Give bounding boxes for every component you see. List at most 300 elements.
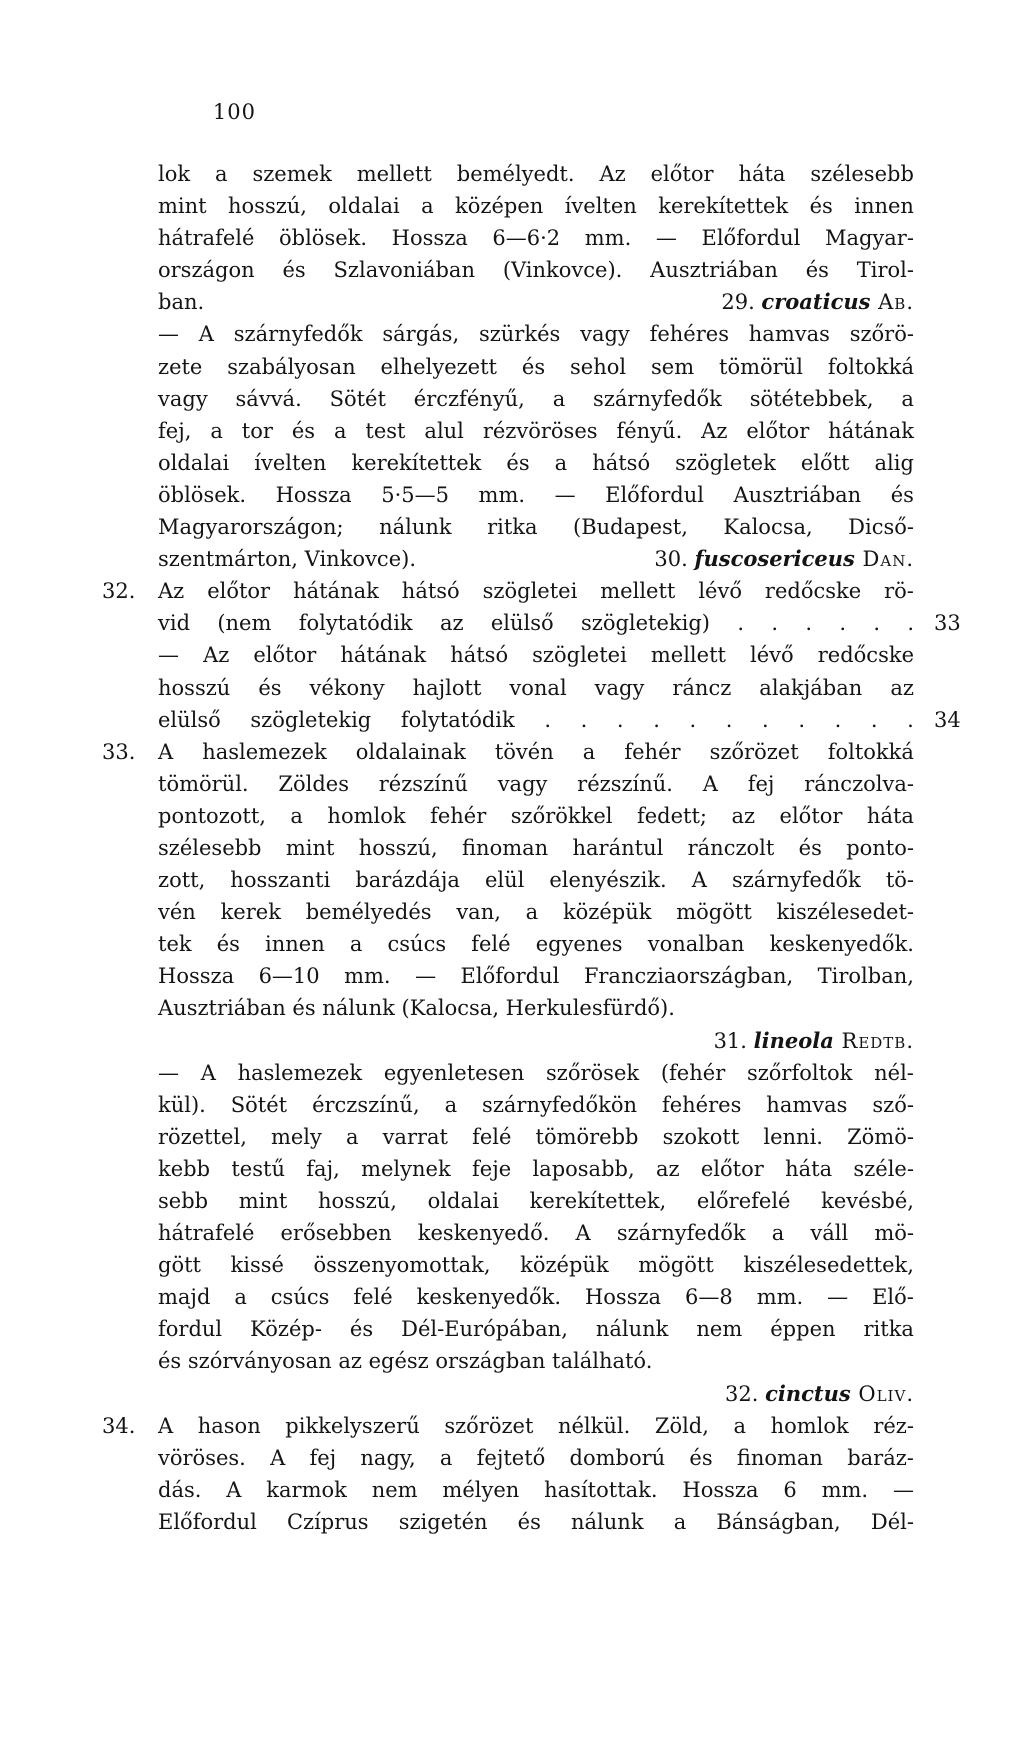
word: kiszélesedettek, — [743, 1253, 914, 1278]
word: Hossza — [584, 1285, 662, 1310]
word: elülső — [158, 707, 221, 732]
species-number: 30. — [654, 547, 695, 572]
word: kerekítettek, — [529, 1189, 667, 1213]
word: fényű. — [616, 418, 683, 443]
word: innen — [265, 932, 325, 957]
word: középen — [455, 194, 544, 219]
word: hátsó — [450, 643, 509, 668]
word: hosszú — [158, 675, 231, 700]
word: egyenes — [535, 932, 623, 957]
word: kiszélesedet- — [776, 900, 914, 925]
word: sehol — [570, 354, 627, 379]
word: ránczolt — [687, 835, 775, 860]
text-line — [158, 864, 914, 896]
word: szürkés — [478, 322, 561, 347]
word: hasítottak. — [544, 1477, 658, 1502]
word: pontozott, — [158, 803, 266, 828]
text-line — [158, 447, 914, 479]
word: rö- — [884, 579, 914, 604]
word: rézszínű. — [577, 771, 673, 796]
word: lévő — [750, 643, 794, 668]
word: szőrö- — [849, 322, 914, 347]
word: szigetén — [398, 1509, 488, 1534]
word: szárnyfedők — [731, 868, 861, 893]
word: és — [517, 1509, 541, 1534]
word: . — [907, 611, 914, 636]
word: tömörül — [719, 354, 803, 379]
word: tek — [158, 932, 192, 957]
word: szögletek — [675, 450, 776, 475]
text-line — [158, 607, 961, 639]
word: Dicső- — [848, 515, 914, 540]
word: . — [907, 707, 914, 732]
word: zott, — [158, 868, 206, 893]
text-line — [158, 222, 914, 254]
word: van, — [456, 900, 501, 925]
word: kerekítettek — [351, 450, 482, 475]
word: elül — [484, 868, 525, 893]
species-heading-line — [158, 1378, 914, 1410]
word: oldalai — [158, 450, 230, 475]
text-line — [158, 960, 914, 992]
word: tö- — [885, 868, 914, 893]
word: éppen — [770, 1317, 836, 1342]
word: . — [798, 707, 805, 732]
text-line — [158, 1217, 914, 1249]
word: nél- — [874, 1060, 914, 1085]
word: hátának — [293, 579, 379, 604]
word: sebb — [158, 1189, 209, 1213]
word: előtor — [253, 643, 317, 668]
word: vagy — [497, 771, 548, 796]
word: vid — [158, 611, 191, 636]
word: fejtető — [476, 1445, 546, 1470]
word: mm. — [584, 226, 632, 251]
word: alig — [874, 450, 914, 475]
word: A — [200, 1060, 216, 1085]
word: 6—8 — [685, 1285, 733, 1310]
word: Hossza — [682, 1477, 759, 1502]
word: melynek — [361, 1156, 451, 1181]
word: szélesebb — [810, 162, 914, 186]
word: tor — [241, 418, 273, 443]
species-heading — [721, 286, 914, 318]
word: alul — [424, 418, 464, 443]
word: rözettel, — [158, 1124, 247, 1149]
word: — — [827, 1285, 849, 1310]
text-line — [158, 1345, 914, 1377]
word: hosszú, — [358, 835, 438, 860]
word: mm. — [344, 964, 391, 989]
word: — — [158, 322, 179, 347]
species-heading-line — [158, 1025, 914, 1057]
word: . — [725, 707, 733, 732]
word: Ausztriában — [733, 482, 862, 507]
text-line — [158, 1313, 914, 1345]
word: Zöldes — [278, 771, 349, 796]
word: A — [702, 771, 718, 796]
word: varrat — [382, 1124, 448, 1149]
word: lok — [158, 162, 191, 186]
word: fordul — [158, 1317, 223, 1342]
word: és — [258, 675, 282, 700]
word: Tirolban, — [817, 964, 914, 989]
word: . — [771, 611, 778, 636]
word: széle- — [853, 1156, 914, 1181]
text-line — [158, 511, 914, 543]
word: . — [870, 707, 878, 732]
word: Ausztriában — [650, 258, 778, 283]
word: a — [439, 1445, 453, 1470]
word: előtor — [650, 162, 714, 186]
word: szőrösek — [546, 1060, 640, 1085]
word: keskenyedők. — [416, 1285, 562, 1310]
word: háta — [738, 162, 786, 186]
word: hamvas — [766, 1092, 848, 1117]
species-number: 32. — [725, 1381, 766, 1406]
word: elülső — [490, 611, 554, 636]
text-line — [158, 896, 914, 928]
word: Dél-Európában, — [401, 1317, 568, 1342]
word: mint — [285, 835, 335, 860]
word: Bánságban, — [716, 1509, 841, 1534]
word: középük — [520, 1253, 609, 1278]
word: hosszú, — [228, 194, 307, 219]
word: fehér — [624, 739, 681, 764]
word: mö- — [874, 1221, 914, 1246]
word: kerekítettek — [658, 194, 789, 219]
word: harántul — [572, 835, 664, 860]
word: hajlott — [412, 675, 482, 700]
word: mm. — [478, 482, 526, 507]
word: folytatódik — [298, 611, 413, 636]
word: hason — [197, 1413, 261, 1438]
word: réz- — [873, 1413, 914, 1438]
text-line — [158, 190, 914, 222]
word: és — [506, 450, 530, 475]
word: az — [731, 803, 756, 828]
word: a — [444, 1092, 458, 1117]
word: hátának — [340, 643, 427, 668]
species-name: cinctus — [765, 1380, 851, 1406]
word: öblösek. — [158, 482, 247, 507]
word: és — [798, 835, 822, 860]
word: és — [809, 194, 833, 219]
word: . — [737, 611, 744, 636]
word: Közép- — [250, 1317, 322, 1342]
text-block — [102, 158, 961, 1538]
word: elenyészik. — [549, 868, 667, 893]
word: ritka — [863, 1317, 914, 1342]
word: Az — [701, 418, 728, 443]
text-line — [158, 254, 914, 286]
word: . — [653, 707, 660, 732]
word: fej — [309, 1445, 337, 1470]
word: dás. — [158, 1477, 202, 1502]
word: . — [805, 611, 812, 636]
word: karmok — [266, 1477, 347, 1502]
word: A — [158, 739, 174, 764]
word: a — [552, 386, 566, 411]
word: a — [234, 1285, 247, 1310]
word: zete — [158, 354, 203, 379]
word: lévő — [698, 579, 742, 604]
text-line — [158, 1281, 914, 1313]
word: ívelten — [564, 194, 637, 219]
word: Szlavoniában — [333, 258, 475, 283]
word: hátsó — [401, 579, 460, 604]
word: felé — [471, 932, 511, 957]
word: Elő- — [872, 1285, 914, 1310]
word: — — [158, 1060, 179, 1085]
text-line — [158, 928, 914, 960]
word: . — [834, 707, 842, 732]
word: mellett — [650, 643, 726, 668]
word: Zöld, — [654, 1413, 709, 1438]
word: mellett — [600, 579, 676, 604]
word: a — [290, 803, 303, 828]
word: keskenyedő. — [417, 1221, 550, 1246]
word: Hossza — [391, 226, 468, 251]
word: ránczolva- — [804, 771, 914, 796]
text-line — [158, 383, 914, 415]
species-number: 29. — [721, 290, 762, 315]
key-reference: 33 — [934, 611, 961, 636]
word: szárnyfedők — [593, 386, 722, 411]
word: és — [282, 258, 306, 283]
word: . — [544, 707, 552, 732]
word: erősebben — [280, 1221, 392, 1246]
word: Az — [158, 579, 185, 604]
word: ívelten — [254, 450, 327, 475]
word: barázdája — [355, 868, 460, 893]
word: Hossza — [158, 964, 235, 989]
word: sötétebbek, — [749, 386, 874, 411]
word: a — [554, 450, 568, 475]
word: Zömö- — [847, 1124, 914, 1149]
word: a — [673, 1509, 687, 1534]
word: felé — [353, 1285, 393, 1310]
word: . — [616, 707, 624, 732]
word: fehéres — [649, 322, 729, 347]
word: (nem — [217, 611, 272, 636]
species-name: lineola — [753, 1027, 834, 1053]
word: háta — [785, 1156, 833, 1181]
word: érczszínű, — [312, 1092, 420, 1117]
word: Sötét — [230, 1092, 288, 1117]
word: bemélyedés — [305, 900, 432, 925]
text-line — [158, 1506, 914, 1538]
word: háta — [866, 803, 914, 828]
word: gött — [158, 1253, 201, 1278]
word: egyenletesen — [383, 1060, 525, 1085]
text-line — [158, 479, 914, 511]
word: finoman — [736, 1445, 823, 1470]
word: szőrökkel — [510, 803, 613, 828]
key-reference: 34 — [934, 707, 961, 732]
word: összenyomottak, — [313, 1253, 491, 1278]
word: oldalainak — [355, 739, 466, 764]
word: a — [210, 418, 223, 443]
word: a — [421, 194, 434, 219]
word: a — [345, 1124, 359, 1149]
word: előtor — [779, 803, 843, 828]
word: Az — [203, 643, 230, 668]
word: a — [901, 386, 914, 411]
word: oldalai — [328, 194, 400, 219]
word: redőcske — [817, 643, 914, 668]
word: nálunk — [571, 1509, 644, 1534]
species-number: 31. — [713, 1028, 754, 1053]
text-line — [158, 543, 914, 575]
word: nálunk — [379, 515, 452, 540]
word: kerek — [220, 900, 281, 925]
word: test — [365, 418, 406, 443]
word: és — [521, 354, 546, 379]
word: tömörül. — [158, 771, 249, 796]
word: vékony — [309, 675, 385, 700]
page-number: 100 — [212, 100, 256, 124]
text-line — [158, 158, 914, 190]
word: A — [198, 322, 214, 347]
word: ráncz — [672, 675, 732, 700]
word: szögletekig) — [580, 611, 710, 636]
word: A — [575, 1221, 591, 1246]
word: Az — [599, 162, 626, 186]
word: fedett; — [636, 803, 707, 828]
word: a — [333, 418, 347, 443]
word: pikkelyszerű — [285, 1413, 420, 1438]
text-line — [158, 286, 914, 318]
word: foltokká — [827, 739, 914, 764]
word: középük — [562, 900, 652, 925]
word: érczfényű, — [413, 386, 525, 411]
word: . — [689, 707, 697, 732]
word: szárnyfedőkön — [482, 1092, 638, 1117]
word: mint — [158, 194, 207, 219]
species-author: Dan. — [854, 547, 914, 572]
word: vonal — [509, 675, 567, 700]
word: testű — [231, 1156, 285, 1181]
species-author: Oliv. — [850, 1381, 914, 1406]
word: feje — [472, 1156, 512, 1181]
word: majd — [158, 1285, 211, 1310]
word: nélkül. — [557, 1413, 631, 1438]
text-line — [158, 1185, 914, 1217]
word: szögletekig — [250, 707, 372, 732]
word: kebb — [158, 1156, 211, 1181]
text-line — [102, 1410, 914, 1442]
word: mm. — [821, 1477, 869, 1502]
word: Dél- — [870, 1509, 914, 1534]
word: előtor — [207, 579, 271, 604]
word: és — [349, 1317, 374, 1342]
word: szélesebb — [158, 835, 262, 860]
word: fehéres — [661, 1092, 742, 1117]
word: redőcske — [764, 579, 862, 604]
species-author: Redtb. — [833, 1028, 914, 1053]
word: öblösek. — [279, 226, 368, 251]
word: szőrfoltok — [746, 1060, 853, 1085]
text-line — [158, 672, 914, 704]
word: (fehér — [660, 1060, 726, 1085]
word: Előfordul — [158, 1509, 257, 1534]
text-line — [158, 704, 961, 736]
word: keskenyedők. — [769, 932, 914, 957]
word: szemek — [252, 162, 332, 186]
word: országon — [158, 258, 255, 283]
word: vén — [158, 900, 196, 925]
word: Előfordul — [605, 482, 704, 507]
line-text: szentmárton, Vinkovce). — [158, 547, 416, 572]
word: — — [554, 482, 576, 507]
word: szárnyfedők — [616, 1221, 746, 1246]
word: nem — [696, 1317, 743, 1342]
word: mm. — [756, 1285, 804, 1310]
key-number: 33. — [102, 739, 136, 764]
word: és — [216, 932, 240, 957]
word: (Budapest, — [573, 515, 688, 540]
word: Előfordul — [460, 964, 560, 989]
line-text: és szórványosan az egész országban található. — [158, 1349, 653, 1374]
key-number: 34. — [102, 1413, 136, 1438]
word: fej, — [158, 418, 192, 443]
word: vagy — [594, 675, 645, 700]
word: vonalban — [647, 932, 745, 957]
word: laposabb, — [532, 1156, 635, 1181]
word: domború — [569, 1445, 666, 1470]
word: Magyarországon; — [158, 515, 344, 540]
word: és — [291, 418, 316, 443]
word: a — [733, 1413, 747, 1438]
word: Magyar- — [824, 226, 914, 251]
line-text: Ausztriában és nálunk (Kalocsa, Herkulesfürdő). — [158, 996, 675, 1021]
word: hátának — [828, 418, 914, 443]
word: (Vinkovce). — [502, 258, 623, 283]
word: szárnyfedők — [233, 322, 363, 347]
word: Kalocsa, — [723, 515, 813, 540]
word: mellett — [356, 162, 432, 186]
word: a — [771, 1221, 785, 1246]
word: ritka — [487, 515, 538, 540]
text-line — [158, 1442, 914, 1474]
word: foltokká — [827, 354, 914, 379]
word: elhelyezett — [380, 354, 497, 379]
word: előtt — [800, 450, 850, 475]
word: tömörebb — [535, 1124, 639, 1149]
line-text: ban. — [158, 290, 205, 315]
word: bemélyedt. — [456, 162, 575, 186]
word: . — [580, 707, 588, 732]
word: kevésbé, — [821, 1189, 914, 1213]
word: baráz- — [847, 1445, 914, 1470]
word: Előfordul — [701, 226, 801, 251]
word: csúcs — [387, 932, 447, 957]
word: az — [439, 611, 464, 636]
word: 5·5—5 — [381, 482, 449, 507]
word: szőrözet — [709, 739, 799, 764]
word: hátsó — [592, 450, 651, 475]
word: homlok — [327, 803, 406, 828]
word: szokott — [662, 1124, 740, 1149]
word: szőrözet — [444, 1413, 534, 1438]
species-heading — [654, 543, 914, 575]
word: . — [839, 611, 846, 636]
text-line — [158, 768, 914, 800]
word: — — [158, 643, 179, 668]
word: homlok — [770, 1413, 849, 1438]
word: innen — [854, 194, 914, 219]
